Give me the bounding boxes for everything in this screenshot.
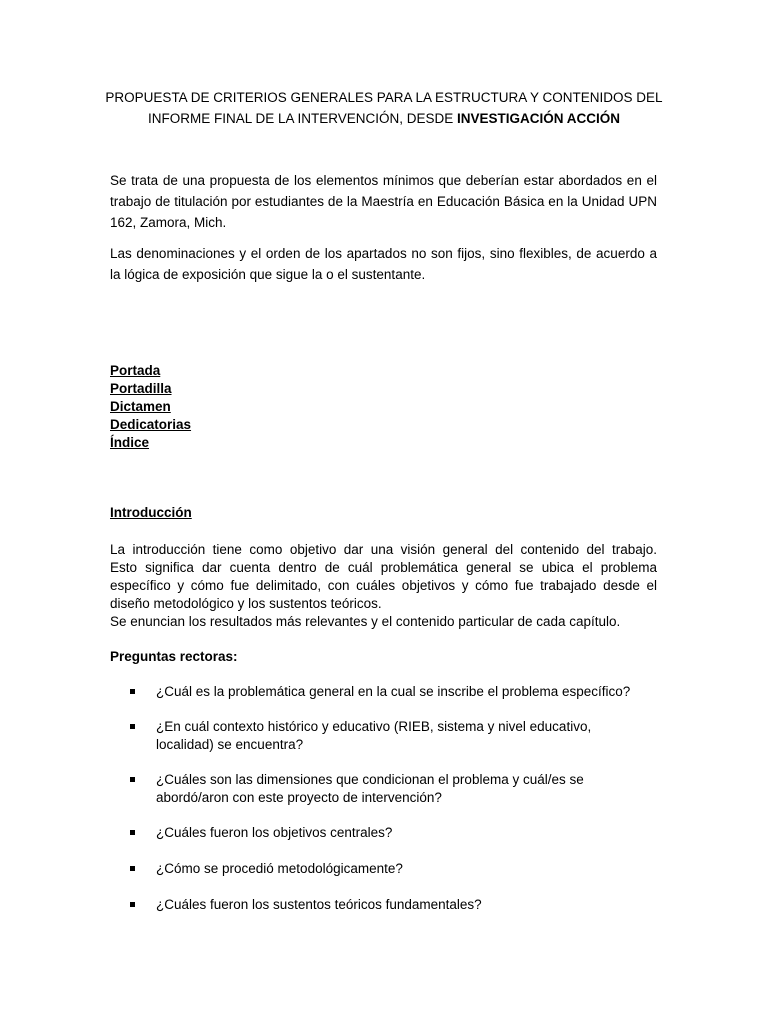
introduction-text <box>110 541 657 631</box>
section-indice: Índice <box>110 435 150 450</box>
title-line-2 <box>100 108 668 129</box>
introduction-heading: Introducción <box>110 505 192 520</box>
question-text: ¿Cuáles son las dimensiones que condicionan el problema y cuál/es se abordó/aron con este proyecto de intervención? <box>156 772 584 805</box>
introduction-line-3: específico y cómo fue delimitado, con cuáles objetivos y cómo fue trabajado desde el <box>110 578 657 593</box>
intro-paragraph-2: Las denominaciones y el orden de los apartados no son fijos, sino flexibles, de acuerdo a la lógica de exposición que sigue la o el sustentante. <box>110 246 657 282</box>
question-text: ¿En cuál contexto histórico y educativo (RIEB, sistema y nivel educativo, localidad) se encuentra? <box>156 719 592 752</box>
intro-paragraph-1: Se trata de una propuesta de los elementos mínimos que deberían estar abordados en el trabajo de titulación por estudiantes de la Maestría en Educación Básica en la Unidad UPN 162, Zamora, Mich. <box>110 173 657 230</box>
square-bullet-icon <box>130 724 135 729</box>
square-bullet-icon <box>130 866 135 871</box>
question-text: ¿Cómo se procedió metodológicamente? <box>156 861 403 876</box>
title-line-2-emphasis: INVESTIGACIÓN ACCIÓN <box>457 111 621 126</box>
document-title <box>100 87 668 129</box>
section-portadilla: Portadilla <box>110 381 172 396</box>
section-portada: Portada <box>110 363 161 378</box>
square-bullet-icon <box>130 830 135 835</box>
title-line-1: PROPUESTA DE CRITERIOS GENERALES PARA LA ESTRUCTURA Y CONTENIDOS DEL <box>105 90 663 105</box>
guiding-questions-heading: Preguntas rectoras: <box>110 649 238 664</box>
question-text: ¿Cuál es la problemática general en la cual se inscribe el problema específico? <box>156 684 631 699</box>
section-dictamen: Dictamen <box>110 399 171 414</box>
square-bullet-icon <box>130 689 135 694</box>
introduction-line-5: Se enuncian los resultados más relevantes y el contenido particular de cada capítulo. <box>110 614 621 629</box>
section-list <box>110 362 191 452</box>
title-line-2-prefix: INFORME FINAL DE LA INTERVENCIÓN, DESDE <box>147 111 458 126</box>
introduction-line-2: Esto significa dar cuenta dentro de cuál problemática general se ubica el problema <box>110 560 657 575</box>
question-text: ¿Cuáles fueron los sustentos teóricos fundamentales? <box>156 897 482 912</box>
section-dedicatorias: Dedicatorias <box>110 417 192 432</box>
square-bullet-icon <box>130 902 135 907</box>
square-bullet-icon <box>130 777 135 782</box>
introduction-line-1: La introducción tiene como objetivo dar una visión general del contenido del trabajo. <box>110 542 657 557</box>
introduction-line-4: diseño metodológico y los sustentos teóricos. <box>110 596 382 611</box>
question-text: ¿Cuáles fueron los objetivos centrales? <box>156 825 393 840</box>
